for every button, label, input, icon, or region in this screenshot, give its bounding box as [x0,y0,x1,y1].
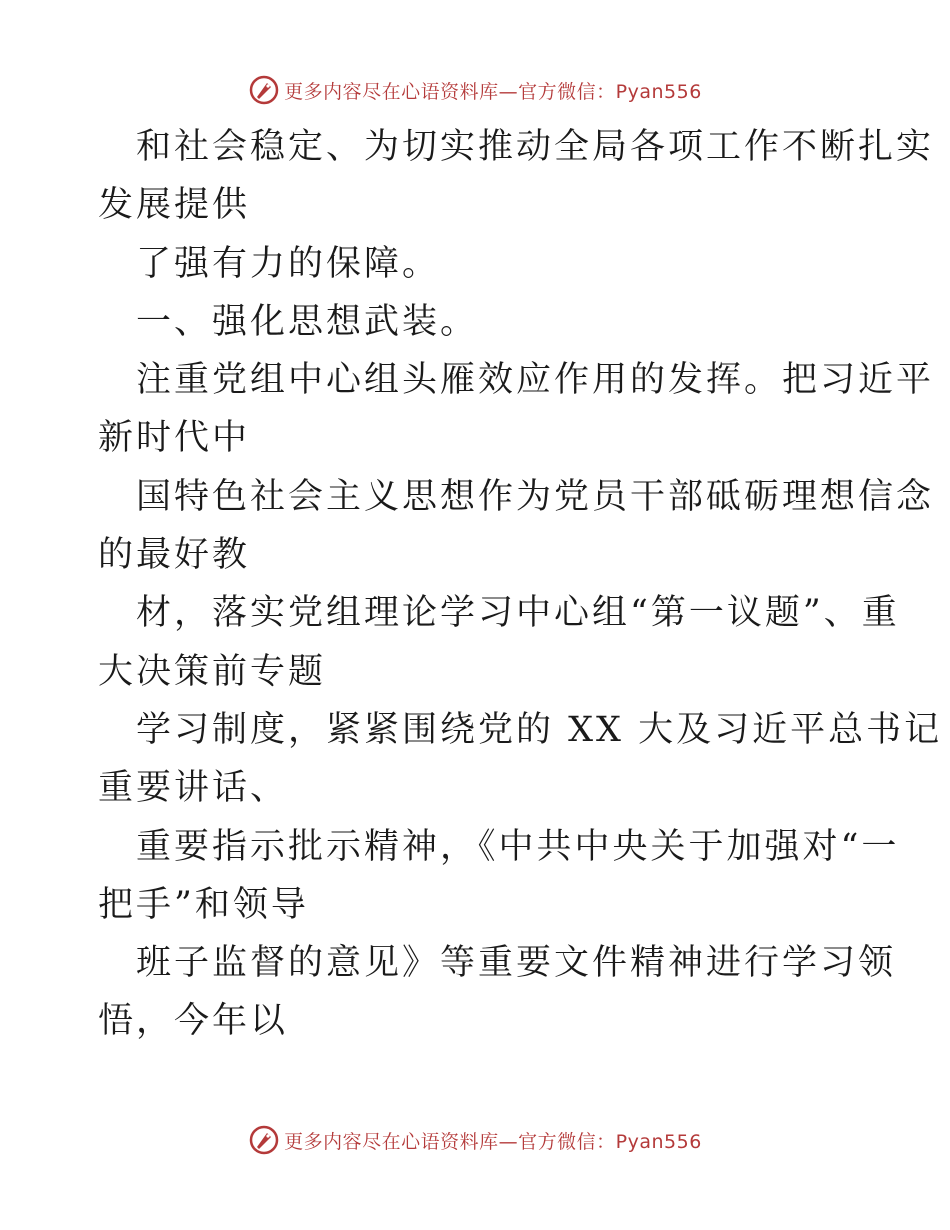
section-heading: 一、强化思想武装。 [136,301,479,342]
pen-nib-circle-icon [248,74,280,106]
document-body [98,118,943,1051]
text-line: 发展提供 [98,185,251,226]
text-line: 重要指示批示精神，《中共中央关于加强对“一 [136,826,900,867]
header-watermark [0,70,950,110]
pen-nib-circle-icon [248,1124,280,1156]
footer-watermark-text: 更多内容尽在心语资料库—官方微信：Pyan556 [284,1130,702,1153]
text-line: 的最好教 [98,535,251,576]
text-line: 新时代中 [98,418,251,459]
header-watermark-text: 更多内容尽在心语资料库—官方微信：Pyan556 [284,80,702,103]
text-line: 了强有力的保障。 [136,243,441,284]
text-line: 学习制度，紧紧围绕党的 XX 大及习近平总书记 [136,709,943,750]
text-line: 班子监督的意见》等重要文件精神进行学习领 [136,943,897,984]
text-line: 大决策前专题 [98,651,327,692]
text-line: 把手”和领导 [98,884,309,925]
text-line: 材，落实党组理论学习中心组“第一议题”、重 [136,593,900,634]
footer-watermark [0,1120,950,1160]
text-line: 和社会稳定、为切实推动全局各项工作不断扎实 [136,127,935,167]
text-line: 悟，今年以 [98,1001,289,1042]
text-line: 重要讲话、 [98,768,289,809]
text-line: 国特色社会主义思想作为党员干部砥砺理想信念 [136,476,935,517]
text-line: 注重党组中心组头雁效应作用的发挥。把习近平 [136,360,935,401]
